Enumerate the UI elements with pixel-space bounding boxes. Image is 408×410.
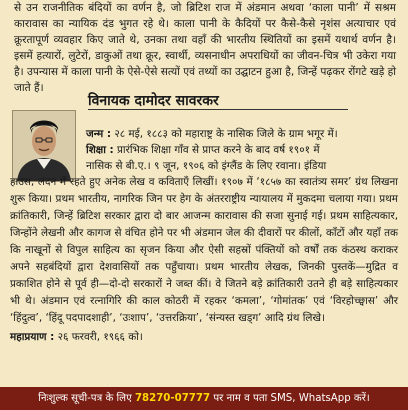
author-portrait-illustration [13, 111, 75, 181]
birth-line [86, 126, 338, 142]
title-underline [88, 109, 348, 110]
footer-after-phone: पर नाम व पता SMS, WhatsApp करें। [213, 393, 370, 404]
footer-phone: 78270-07777 [134, 393, 211, 404]
footer-text [0, 387, 408, 410]
death-text: २६ फरवरी, १९६६ को। [57, 331, 143, 343]
author-name: विनायक दामोदर सावरकर [88, 93, 219, 109]
education-text-2: नासिक से बी.ए.। ९ जून, १९०६ को इंग्लैंड के लिए रवाना। इंडिया [86, 160, 327, 172]
biography-text: हाउस, लंदन में रहते हुए अनेक लेख व कविताएँ लिखीं। १९०७ में ‘१८५७ का स्वातंत्र्य समर’ ग्रंथ लिखना शुरू किया। प्रथम भारतीय, नागरिक जिन पर हेग के अंतरराष्ट्रीय न्यायालय में मुकदमा चलाया गया। प्रथम क्रांतिकारी, जिन्हें ब्रिटिश सरकार द्वारा दो बार आजन्म कारावास की सजा सुनाई गई। प्रथम साहित्यकार, जिन्होंने लेखनी और कागज से वंचित होने पर भी अंडमान जेल की दीवारों पर कीलों, काँटों और यहाँ तक कि नाखूनों से विपुल साहित्य का सृजन किया और ऐसी सहस्रों पंक्तियों को वर्षों तक कंठस्थ कराकर अपने सहबंदियों द्वारा देशवासियों तक पहुँचाया। प्रथम भारतीय लेखक, जिनकी पुस्तकें—मुद्रित व प्रकाशित होने से पूर्व ही—दो-दो सरकारों ने जब्त कीं। वे जितने बड़े क्रांतिकारी उतने ही बड़े साहित्यकार भी थे। अंडमान एवं रत्नागिरि की काल कोठरी में रहकर ‘कमला’, ‘गोमांतक’ एवं ‘विरहोच्छ्वास’ और ‘हिंदुत्व’, ‘हिंदू पदपादशाही’, ‘उःशाप’, ‘उत्तरक्रिया’, ‘संन्यस्त खड्ग’ आदि ग्रंथ लिखे। [10, 176, 398, 324]
education-text-1: प्रारंभिक शिक्षा गाँव से प्राप्त करने के बाद वर्ष १९०१ में [116, 144, 320, 156]
footer-banner [0, 387, 408, 410]
biography [10, 174, 398, 346]
death-label: महाप्रयाण : [10, 331, 55, 343]
death-line [10, 329, 398, 346]
footer-before-phone: निःशुल्क सूची-पत्र के लिए [38, 393, 132, 404]
synopsis [14, 0, 396, 96]
education-line-2 [86, 158, 326, 174]
author-portrait [12, 110, 76, 182]
synopsis-text: से उन राजनीतिक बंदियों का वर्णन है, जो ब्रिटिश राज में अंडमान अथवा ‘काला पानी’ में सश्रम कारावास का न्यायिक दंड भुगत रहे थे। काला पानी के कैदियों पर कैसे-कैसे नृशंस अत्याचार एवं क्रूरतापूर्ण व्यवहार किए जाते थे, उनका तथा वहाँ की भारतीय स्थितियों का इसमें यथार्थ वर्णन है। इसमें हत्यारों, लुटेरों, डाकुओं तथा क्रूर, स्वार्थी, व्यसनाधीन अपराधियों का जीवन-चित्र भी उकेरा गया है। उपन्यास में काला पानी के ऐसे-ऐसे सत्यों एवं तथ्यों का उद्घाटन हुआ है, जिन्हें पढ़कर रोंगटे खड़े हो जाते हैं। [14, 2, 397, 94]
birth-text: २८ मई, १८८३ को महाराष्ट्र के नासिक जिले के ग्राम भगूर में। [114, 128, 338, 140]
education-line [86, 142, 320, 158]
education-label: शिक्षा : [86, 144, 114, 156]
birth-label: जन्म : [86, 128, 111, 140]
